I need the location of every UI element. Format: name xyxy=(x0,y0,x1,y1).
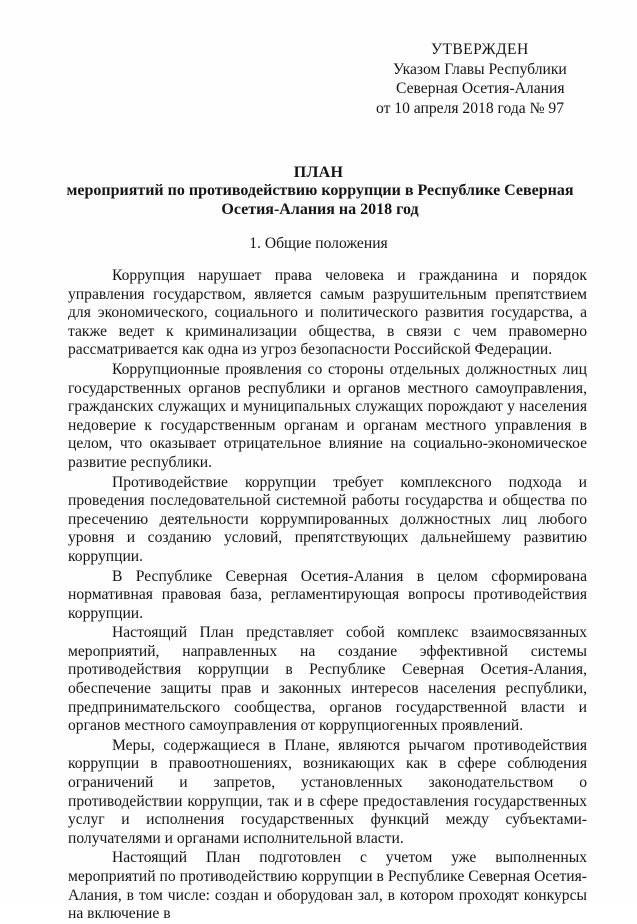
document-body xyxy=(68,267,587,924)
paragraph: Противодействие коррупции требует комплексного подхода и проведения последовательной системной работы государства и общества по пресечению деятельности коррумпированных должностных лиц любого уровня и созданию условий, препятствующих дальнейшему развитию коррупции. xyxy=(68,473,587,565)
approval-title: УТВЕРЖДЕН xyxy=(431,41,529,58)
section-title: 1. Общие положения xyxy=(249,235,388,252)
paragraph: Настоящий План подготовлен с учетом уже выполненных мероприятий по противодействию коррупции в Республике Северная Осетия-Алания, в том числе: создан и оборудован зал, в котором проходят конкурсы на включение в xyxy=(68,849,587,923)
approval-date-line: от 10 апреля 2018 года № 97 xyxy=(376,99,564,117)
paragraph: Коррупционные проявления со стороны отдельных должностных лиц государственных органов республики и органов местного самоуправления, гражданских служащих и муниципальных служащих порождают у населения недоверие к государственным органам и органам местного управления в целом, что оказывает отрицательное влияние на социально-экономическое развитие республики. xyxy=(68,360,587,471)
approval-stamp xyxy=(376,40,616,118)
paragraph: В Республике Северная Осетия-Алания в целом сформирована нормативная правовая база, регламентирующая вопросы противодействия коррупции. xyxy=(68,567,587,622)
paragraph: Настоящий План представляет собой комплекс взаимосвязанных мероприятий, направленных на создание эффективной системы противодействия коррупции в Республике Северная Осетия-Алания, обеспечение защиты прав и законных интересов населения республики, предпринимательского сообщества, органов государственной власти и органов местного самоуправления от коррупциогенных проявлений. xyxy=(68,624,587,735)
approval-region-line: Северная Осетия-Алания xyxy=(396,80,565,97)
approval-decree-line: Указом Главы Республики xyxy=(393,60,567,78)
plan-title: ПЛАН xyxy=(293,164,344,181)
plan-subtitle: мероприятий по противодействию коррупции в Республике Северная Осетия-Алания на 2018 год xyxy=(66,182,574,218)
paragraph: Меры, содержащиеся в Плане, являются рычагом противодействия коррупции в правоотношениях, возникающих как в сфере соблюдения ограничений и запретов, установленных законодательством о противодействии коррупции, так и в сфере предоставления государственных услуг и исполнения государственных функций между субъектами-получателями и органами исполнительной власти. xyxy=(68,736,587,847)
paragraph: Коррупция нарушает права человека и гражданина и порядок управления государством, является самым разрушительным препятствием для экономического, социального и политического развития государства, а также ведет к криминализации общества, в связи с чем правомерно рассматривается как одна из угроз безопасности Российской Федерации. xyxy=(68,267,587,359)
